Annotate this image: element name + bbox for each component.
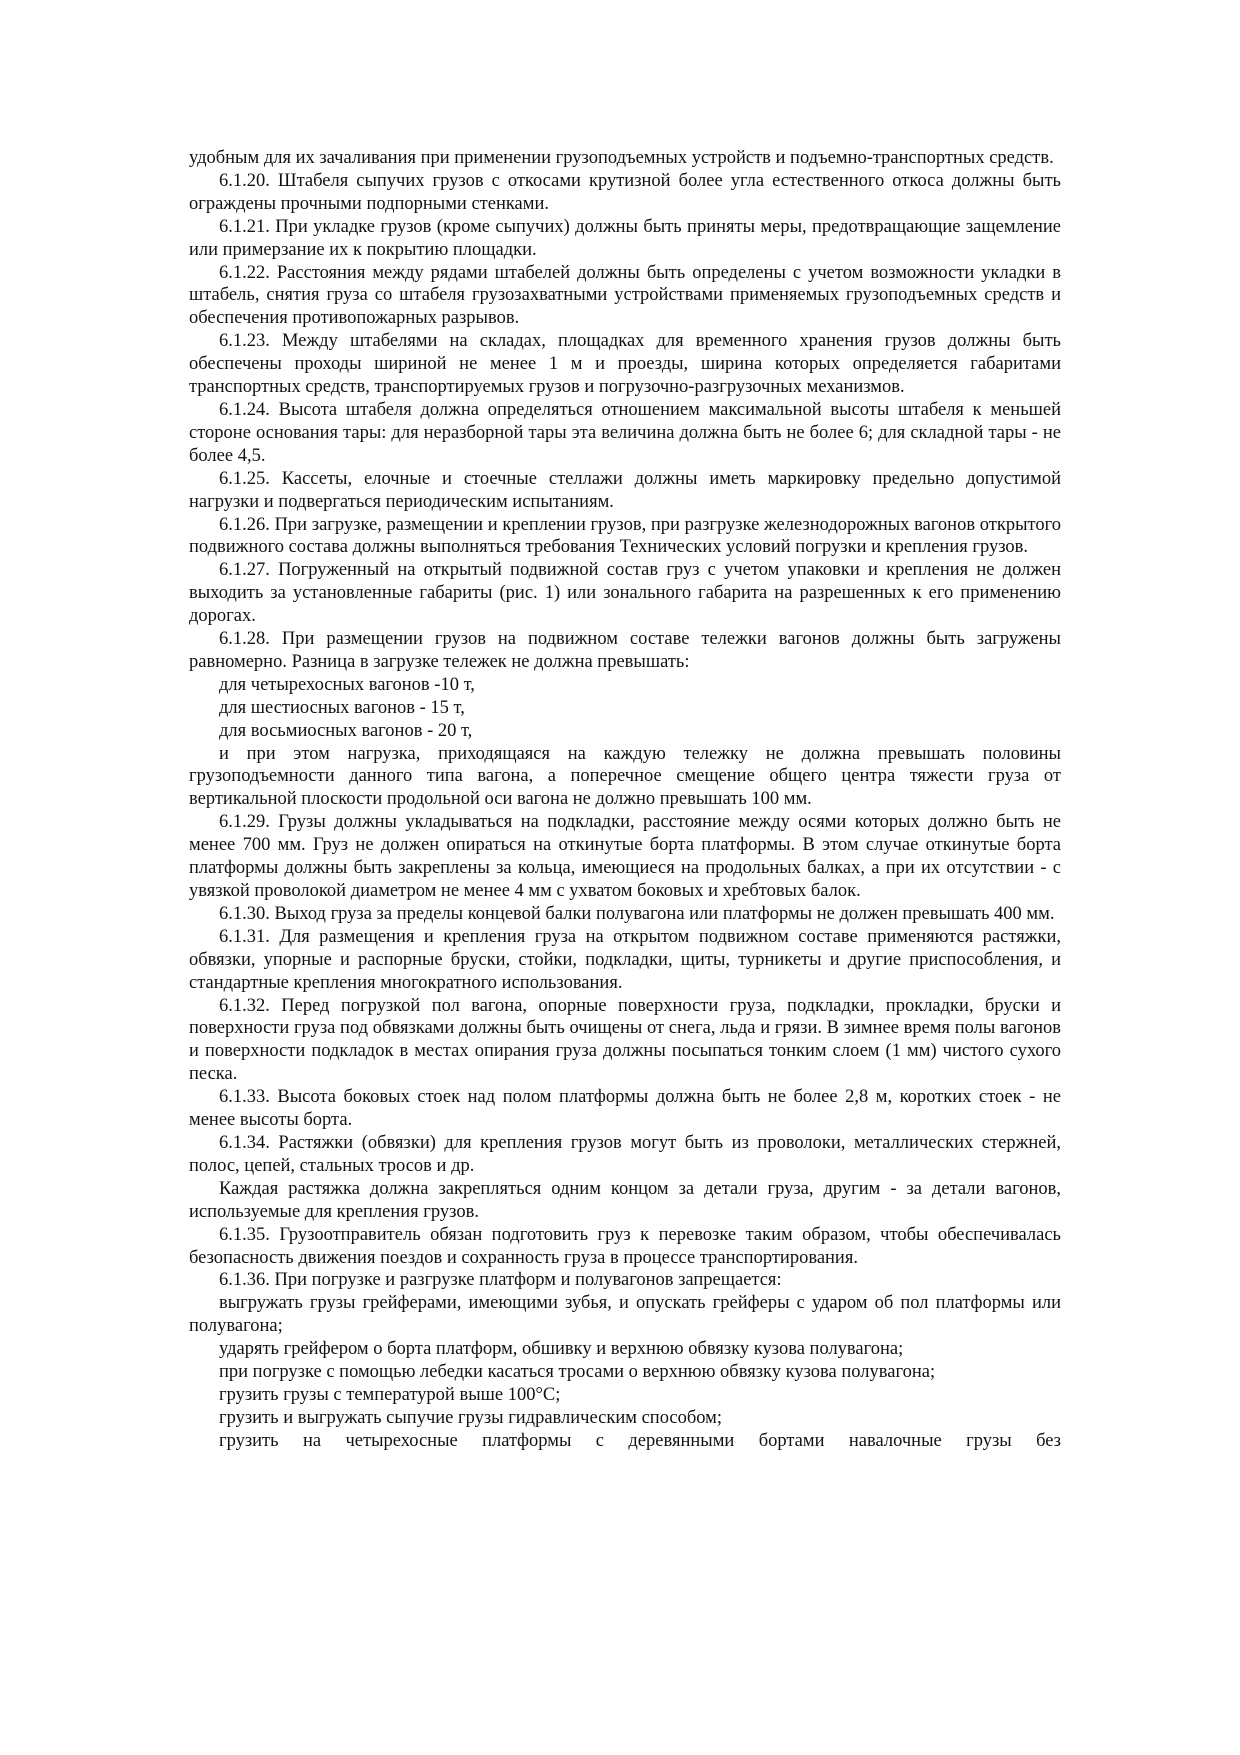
paragraph-6-1-26: 6.1.26. При загрузке, размещении и креплении грузов, при разгрузке железнодорожных вагонов открытого подвижного состава должны выполняться требования Технических условий погрузки и крепления грузов.	[189, 514, 1061, 558]
list-item: для четырехосных вагонов -10 т,	[219, 674, 475, 695]
paragraph-6-1-27: 6.1.27. Погруженный на открытый подвижной состав груз с учетом упаковки и крепления не должен выходить за установленные габариты (рис. 1) или зонального габарита на разрешенных к его применению дорогах.	[189, 560, 1061, 627]
list-item: грузить на четырехосные платформы с деревянными бортами навалочные грузы без	[219, 1430, 1061, 1451]
paragraph-6-1-35: 6.1.35. Грузоотправитель обязан подготовить груз к перевозке таким образом, чтобы обеспечивалась безопасность движения поездов и сохранность груза в процессе транспортирования.	[189, 1224, 1061, 1268]
paragraph-6-1-31: 6.1.31. Для размещения и крепления груза на открытом подвижном составе применяются растяжки, обвязки, упорные и распорные бруски, стойки, подкладки, щиты, турникеты и другие приспособления, и стандартные крепления многократного использования.	[189, 926, 1061, 993]
paragraph-6-1-23: 6.1.23. Между штабелями на складах, площадках для временного хранения грузов должны быть обеспечены проходы шириной не менее 1 м и проезды, ширина которых определяется габаритами транспортных средств, транспортируемых грузов и погрузочно-разгрузочных механизмов.	[189, 331, 1061, 398]
paragraph-6-1-33: 6.1.33. Высота боковых стоек над полом платформы должна быть не более 2,8 м, коротких стоек - не менее высоты борта.	[189, 1087, 1061, 1131]
paragraph-6-1-28: 6.1.28. При размещении грузов на подвижном составе тележки вагонов должны быть загружены равномерно. Разница в загрузке тележек не должна превышать:	[189, 629, 1061, 672]
paragraph-6-1-22: 6.1.22. Расстояния между рядами штабелей должны быть определены с учетом возможности укладки в штабель, снятия груза со штабеля грузозахватными устройствами применяемых грузоподъемных средств и обеспечения противопожарных разрывов.	[189, 262, 1061, 329]
paragraph-6-1-36: 6.1.36. При погрузке и разгрузке платформ и полувагонов запрещается:	[219, 1270, 782, 1291]
list-item: ударять грейфером о борта платформ, обшивку и верхнюю обвязку кузова полувагона;	[219, 1339, 904, 1360]
list-item: грузить грузы с температурой выше 100°С;	[219, 1384, 561, 1405]
document-page	[189, 147, 1061, 1453]
list-item: при погрузке с помощью лебедки касаться тросами о верхнюю обвязку кузова полувагона;	[219, 1362, 936, 1383]
paragraph-6-1-34: 6.1.34. Растяжки (обвязки) для крепления грузов могут быть из проволоки, металлических стержней, полос, цепей, стальных тросов и др.	[189, 1132, 1061, 1176]
paragraph-6-1-30: 6.1.30. Выход груза за пределы концевой балки полувагона или платформы не должен превышать 400 мм.	[219, 903, 1055, 924]
paragraph-6-1-20: 6.1.20. Штабеля сыпучих грузов с откосами крутизной более угла естественного откоса должны быть ограждены прочными подпорными стенками.	[189, 170, 1061, 214]
paragraph-6-1-29: 6.1.29. Грузы должны укладываться на подкладки, расстояние между осями которых должно быть не менее 700 мм. Груз не должен опираться на откинутые борта платформы. В этом случае откинутые борта платформы должны быть закреплены за кольца, имеющиеся на продольных балках, а при их отсутствии - с увязкой проволокой диаметром не менее 4 мм с ухватом боковых и хребтовых балок.	[189, 812, 1061, 901]
paragraph-6-1-32: 6.1.32. Перед погрузкой пол вагона, опорные поверхности груза, подкладки, прокладки, бруски и поверхности груза под обвязками должны быть очищены от снега, льда и грязи. В зимнее время полы вагонов и поверхности подкладок в местах опирания груза должны посыпаться тонким слоем (1 мм) чистого сухого песка.	[189, 995, 1061, 1085]
list-item: грузить и выгружать сыпучие грузы гидравлическим способом;	[219, 1407, 723, 1428]
list-item: выгружать грузы грейферами, имеющими зубья, и опускать грейферы с ударом об пол платформы или полувагона;	[189, 1293, 1061, 1337]
paragraph-6-1-21: 6.1.21. При укладке грузов (кроме сыпучих) должны быть приняты меры, предотвращающие защемление или примерзание их к покрытию площадки.	[189, 216, 1061, 260]
paragraph-6-1-28-cont: и при этом нагрузка, приходящаяся на каждую тележку не должна превышать половины грузоподъемности данного типа вагона, а поперечное смещение общего центра тяжести груза от вертикальной плоскости продольной оси вагона не должно превышать 100 мм.	[189, 743, 1061, 810]
paragraph-6-1-24: 6.1.24. Высота штабеля должна определяться отношением максимальной высоты штабеля к меньшей стороне основания тары: для неразборной тары эта величина должна быть не более 6; для складной тары - не более 4,5.	[189, 399, 1061, 466]
list-item: для шестиосных вагонов - 15 т,	[219, 697, 465, 718]
paragraph-6-1-34-cont: Каждая растяжка должна закрепляться одним концом за детали груза, другим - за детали вагонов, используемые для крепления грузов.	[189, 1178, 1061, 1222]
paragraph-continuation: удобным для их зачаливания при применении грузоподъемных устройств и подъемно-транспортных средств.	[189, 148, 1054, 168]
list-item: для восьмиосных вагонов - 20 т,	[219, 720, 473, 741]
paragraph-6-1-25: 6.1.25. Кассеты, елочные и стоечные стеллажи должны иметь маркировку предельно допустимой нагрузки и подвергаться периодическим испытаниям.	[189, 468, 1061, 512]
